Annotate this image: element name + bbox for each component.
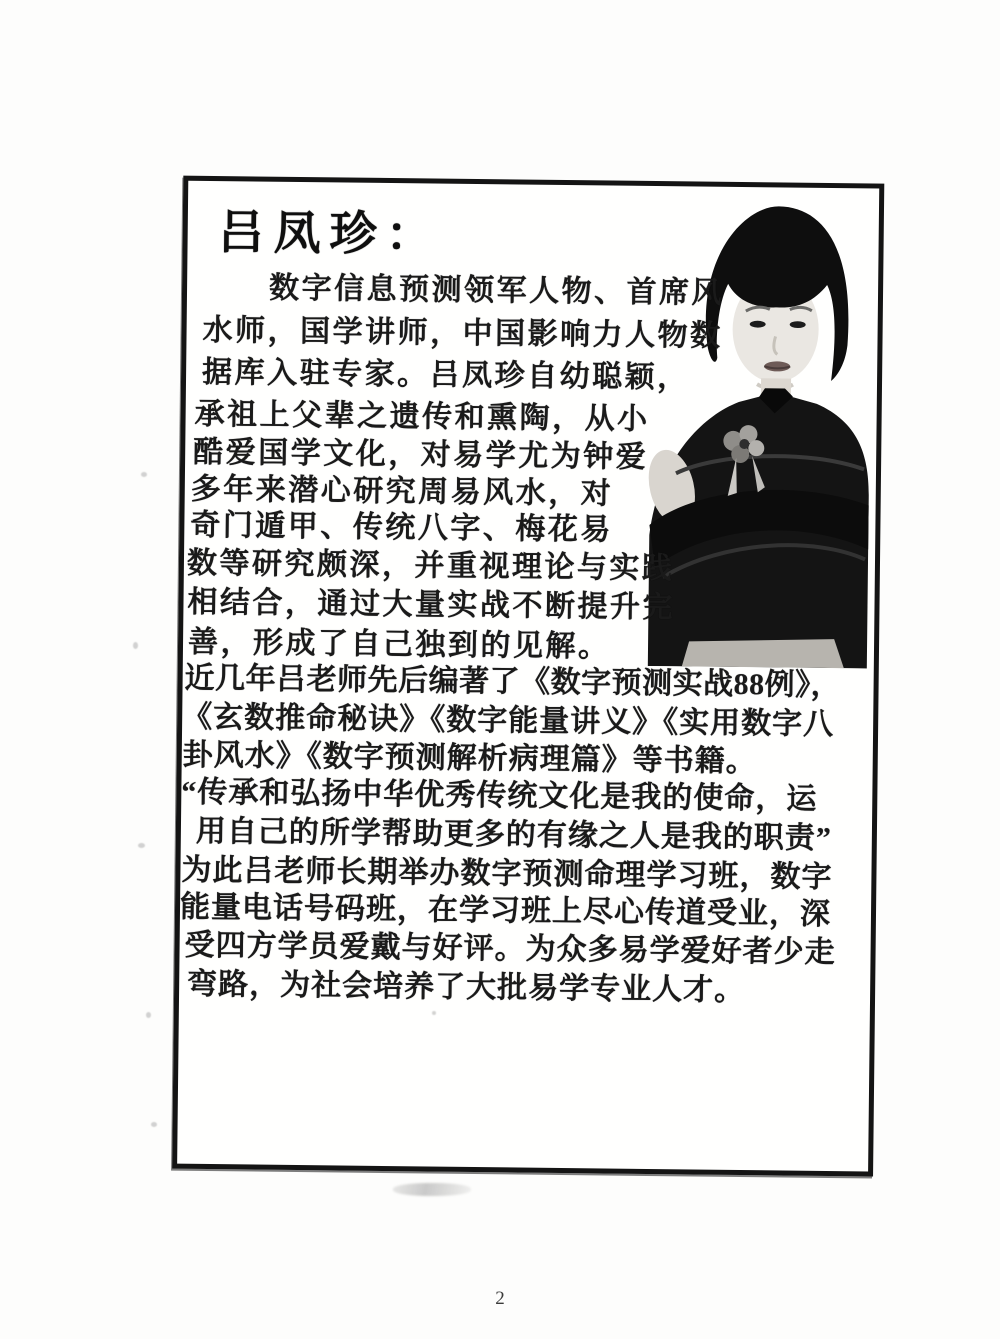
bio-line: 承祖上父辈之遗传和熏陶，从小: [194, 397, 650, 436]
bio-line: 据库入驻专家。吕凤珍自幼聪颖，: [201, 355, 690, 395]
scan-smudge: [393, 1183, 471, 1196]
bio-line: 数字信息预测领军人物、首席风: [268, 271, 725, 310]
bio-line: 受四方学员爱戴与好评。为众多易学爱好者少走: [184, 928, 836, 970]
bio-line: 卦风水》《数字预测解析病理篇》等书籍。: [182, 738, 757, 779]
bio-line: 用自己的所学帮助更多的有缘之人是我的职责”: [195, 814, 833, 856]
scan-speck: [133, 642, 138, 649]
bio-line: “传承和弘扬中华优秀传统文化是我的使命，运: [181, 775, 818, 816]
person-name-title: 吕凤珍：: [217, 207, 442, 262]
scan-speck: [146, 1012, 151, 1018]
scan-speck: [138, 843, 145, 848]
bio-line: 《玄数推命秘诀》《数字能量讲义》《实用数字八: [182, 700, 835, 742]
bio-line: 酷爱国学文化，对易学尤为钟爱: [193, 435, 649, 474]
bio-line: 多年来潜心研究周易风水，对: [190, 472, 614, 511]
bio-line: 奇门遁甲、传统八字、梅花易: [190, 508, 614, 547]
bio-line: 善，形成了自己独到的见解。: [187, 625, 611, 664]
bio-line: 能量电话号码班，在学习班上尽心传道受业，深: [179, 890, 832, 932]
scan-speck: [432, 1011, 436, 1015]
bio-line: 数等研究颇深，并重视理论与实践: [186, 546, 675, 586]
bio-line: 水师，国学讲师，中国影响力人物数: [202, 313, 723, 353]
bio-line: 近几年吕老师先后编著了《数字预测实战88例》，: [184, 661, 842, 703]
scan-speck: [141, 472, 147, 477]
bio-line: 相结合，通过大量实战不断提升完: [187, 585, 676, 625]
page-number: 2: [495, 1288, 505, 1309]
biography-box: [172, 176, 884, 1177]
bio-line: 弯路，为社会培养了大批易学专业人才。: [186, 967, 746, 1008]
scan-speck: [151, 1122, 157, 1127]
bio-line: 为此吕老师长期举办数字预测命理学习班，数字: [181, 853, 833, 895]
